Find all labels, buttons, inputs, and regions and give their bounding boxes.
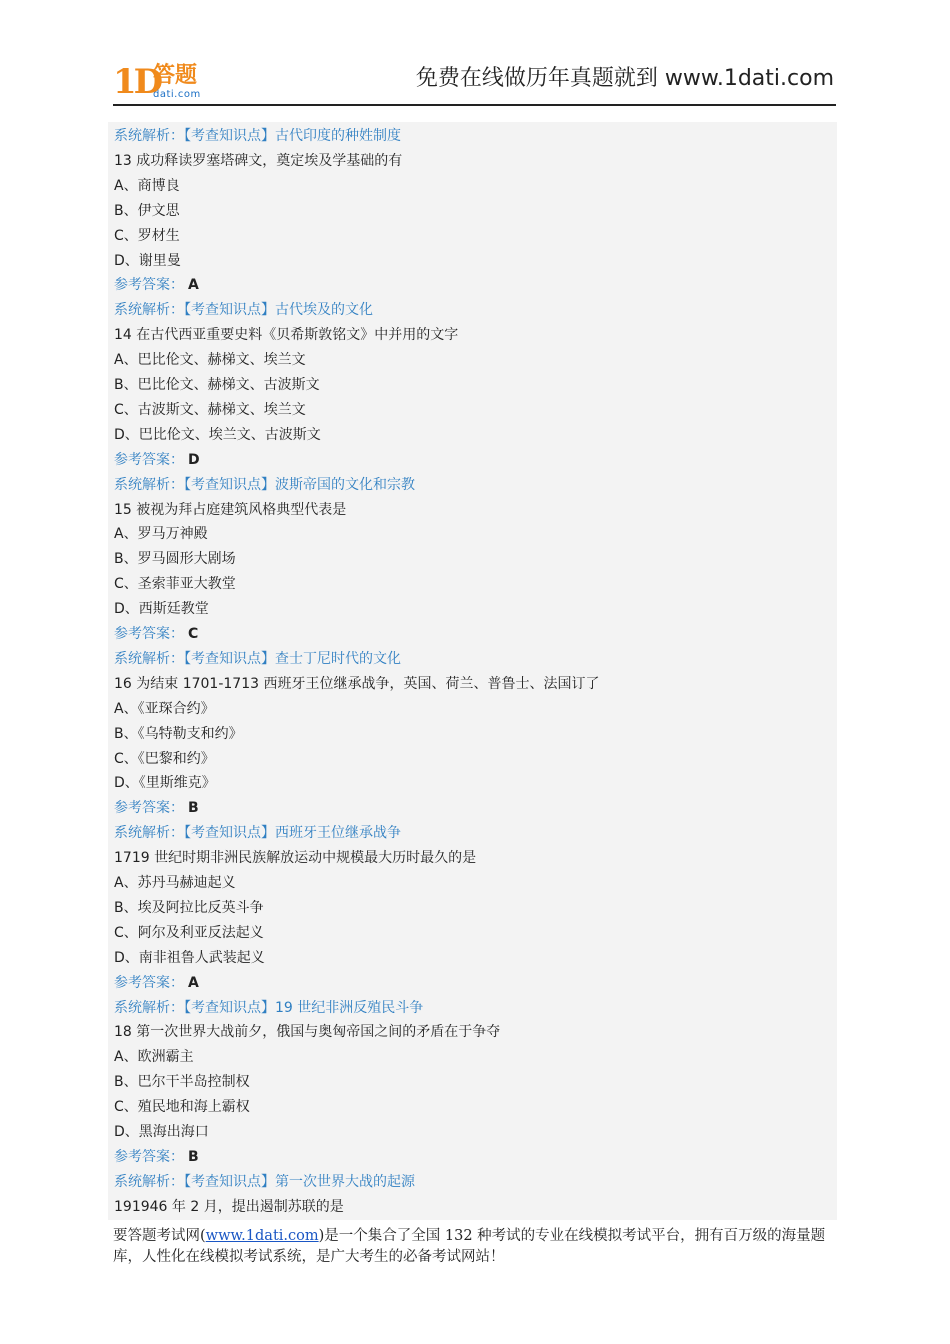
footer-site-link[interactable]: www.1dati.com [205,1228,319,1244]
option-line: D、谢里曼 [114,252,181,269]
option-line: D、黑海出海口 [114,1124,209,1140]
question-line: 14 在古代西亚重要史料《贝希斯敦铭文》中并用的文字 [114,327,459,344]
option-line: D、南非祖鲁人武装起义 [114,949,265,966]
option-line: C、阿尔及利亚反法起义 [114,924,264,941]
option-line: A、苏丹马赫迪起义 [114,875,236,891]
option-line: B、埃及阿拉比反英斗争 [114,899,264,916]
option-line: C、古波斯文、赫梯文、埃兰文 [114,401,306,418]
analysis-line: 系统解析：【考查知识点】西班牙王位继承战争 [114,825,401,842]
option-line: A、欧洲霸主 [114,1049,194,1066]
question-line: 15 被视为拜占庭建筑风格典型代表是 [114,501,347,518]
logo-mark-text: 1D [113,62,161,102]
answer-label: 参考答案： [114,277,184,294]
option-line: A、罗马万神殿 [114,526,208,543]
answer-label: 参考答案： [114,451,184,468]
answer-value: B [188,800,199,817]
question-line: 16 为结束 1701-1713 西班牙王位继承战争，英国、荷兰、普鲁士、法国订了 [114,675,600,692]
option-line: C、罗材生 [114,227,180,244]
option-line: B、巴尔干半岛控制权 [114,1074,250,1091]
option-line: D、巴比伦文、埃兰文、古波斯文 [114,426,321,443]
analysis-line: 系统解析：【考查知识点】波斯帝国的文化和宗教 [114,476,415,493]
header-slogan: 免费在线做历年真题就到 www.1dati.com [415,66,834,91]
answer-line [114,972,199,994]
answer-label: 参考答案： [114,626,184,642]
question-content [108,122,837,1220]
option-line: A、《亚琛合约》 [114,700,215,717]
footer-text-after: )是一个集合了全国 132 种考试的专业在线模拟考试平台，拥有百万级的海量题库，人性化在线模拟考试系统，是广大考生的必备考试网站！ [113,1228,826,1265]
page-header [113,58,836,104]
question-line: 13 成功释读罗塞塔碑文，奠定埃及学基础的有 [114,152,403,169]
analysis-line: 系统解析：【考查知识点】19 世纪非洲反殖民斗争 [114,999,424,1016]
answer-line [114,274,199,296]
logo-domain: dati.com [153,89,201,100]
answer-value: A [188,277,199,294]
answer-value: A [188,974,199,991]
option-line: D、《里斯维克》 [114,775,216,792]
answer-line [114,797,199,819]
analysis-line: 系统解析：【考查知识点】古代埃及的文化 [114,302,373,319]
question-line: 1719 世纪时期非洲民族解放运动中规模最大历时最久的是 [114,850,477,867]
logo-chinese-name: 答题 [153,63,198,88]
page-footer [113,1226,836,1268]
answer-line [114,1146,199,1168]
analysis-line: 系统解析：【考查知识点】第一次世界大战的起源 [114,1173,415,1190]
footer-text-before: 要答题考试网( [113,1228,206,1244]
answer-value: D [188,451,200,468]
answer-label: 参考答案： [114,974,184,991]
site-logo[interactable] [113,64,223,104]
analysis-line: 系统解析：【考查知识点】查士丁尼时代的文化 [114,650,401,667]
question-line: 191946 年 2 月，提出遏制苏联的是 [114,1198,344,1215]
answer-label: 参考答案： [114,800,184,817]
option-line: B、巴比伦文、赫梯文、古波斯文 [114,377,320,393]
answer-value: B [188,1148,199,1165]
option-line: A、巴比伦文、赫梯文、埃兰文 [114,352,306,369]
option-line: C、圣索菲亚大教堂 [114,576,236,593]
header-divider [113,104,836,106]
option-line: C、《巴黎和约》 [114,750,215,767]
question-line: 18 第一次世界大战前夕，俄国与奥匈帝国之间的矛盾在于争夺 [114,1024,501,1041]
option-line: C、殖民地和海上霸权 [114,1099,250,1116]
option-line: B、罗马圆形大剧场 [114,551,236,568]
option-line: D、西斯廷教堂 [114,601,209,618]
answer-label: 参考答案： [114,1148,184,1165]
answer-line [114,449,200,471]
option-line: B、《乌特勒支和约》 [114,725,243,742]
analysis-line: 系统解析：【考查知识点】古代印度的种姓制度 [114,128,401,144]
option-line: A、商博良 [114,177,180,194]
answer-line [114,623,198,645]
option-line: B、伊文思 [114,202,180,219]
answer-value: C [188,626,199,642]
